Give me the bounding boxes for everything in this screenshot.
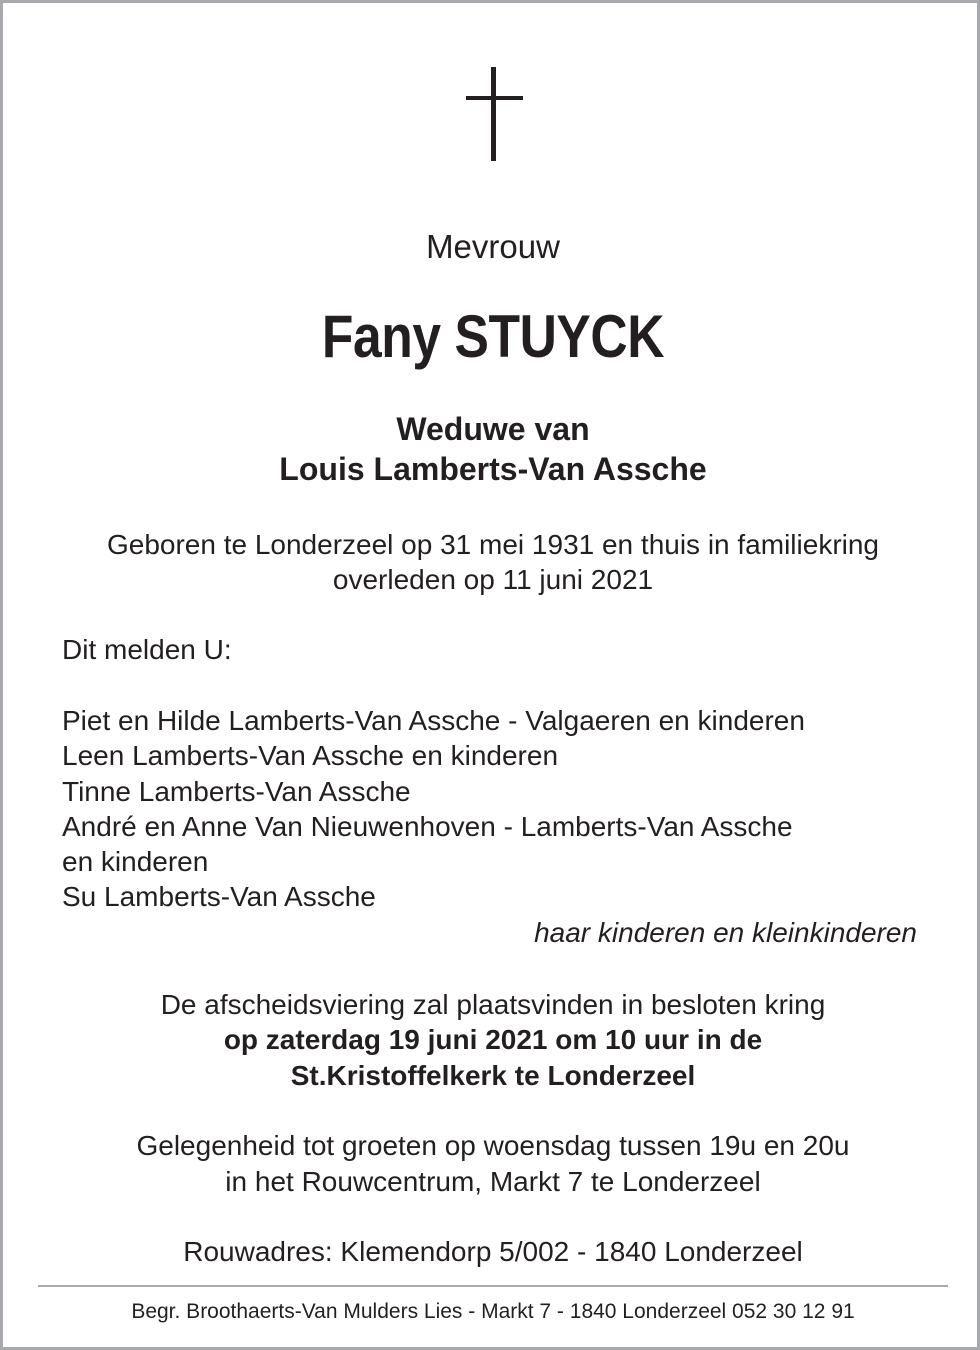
cross-icon xyxy=(466,67,523,161)
spouse-name: Louis Lamberts-Van Assche xyxy=(279,451,707,487)
mourning-address: Rouwadres: Klemendorp 5/002 - 1840 Londerzeel xyxy=(183,1236,803,1267)
family-member: Piet en Hilde Lamberts-Van Assche - Valgaeren en kinderen xyxy=(62,705,805,736)
birth-line: Geboren te Londerzeel op 31 mei 1931 en thuis in familiekring xyxy=(106,529,880,560)
deceased-name: Fany STUYCK xyxy=(321,303,665,370)
ceremony-date: op zaterdag 19 juni 2021 om 10 uur in de xyxy=(223,1024,763,1055)
family-member: en kinderen xyxy=(62,846,209,877)
salutation: Mevrouw xyxy=(426,228,560,265)
family-summary: haar kinderen en kleinkinderen xyxy=(534,917,917,948)
family-member: Leen Lamberts-Van Assche en kinderen xyxy=(62,740,559,771)
family-member: Tinne Lamberts-Van Assche xyxy=(62,776,411,807)
ceremony-intro: De afscheidsviering zal plaatsvinden in besloten kring xyxy=(160,989,826,1020)
death-line: overleden op 11 juni 2021 xyxy=(332,564,654,595)
spouse-label: Weduwe van xyxy=(396,411,590,447)
funeral-director-footer: Begr. Broothaerts-Van Mulders Lies - Markt 7 - 1840 Londerzeel 052 30 12 91 xyxy=(131,1300,855,1323)
family-member: Su Lamberts-Van Assche xyxy=(62,881,376,912)
ceremony-location: St.Kristoffelkerk te Londerzeel xyxy=(290,1060,696,1091)
footer-divider xyxy=(38,1285,948,1287)
visitation-location: in het Rouwcentrum, Markt 7 te Londerzeel xyxy=(225,1166,761,1197)
family-member: André en Anne Van Nieuwenhoven - Lamberts-Van Assche xyxy=(62,811,793,842)
visitation-time: Gelegenheid tot groeten op woensdag tussen 19u en 20u xyxy=(136,1130,850,1161)
announce-line: Dit melden U: xyxy=(62,634,232,665)
